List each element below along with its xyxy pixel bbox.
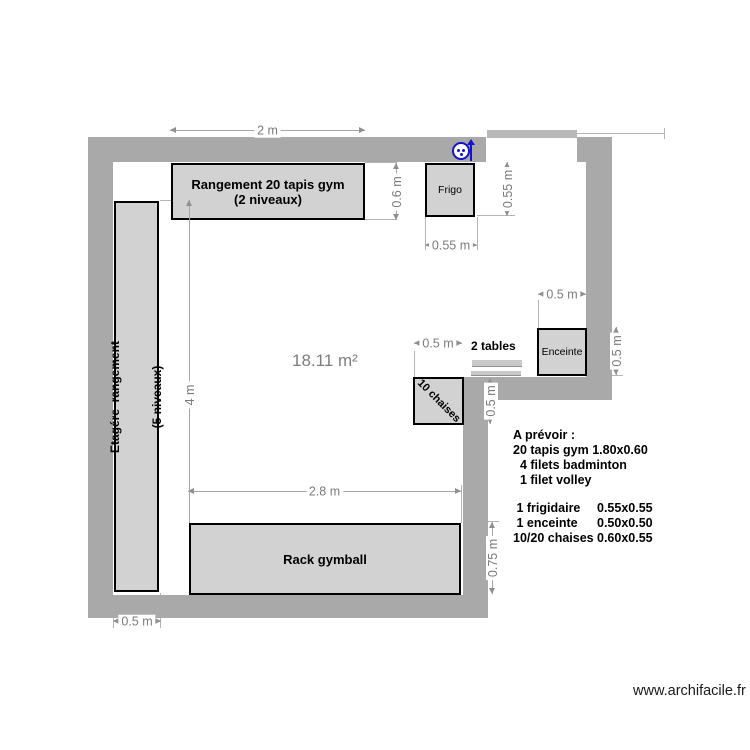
notes-block[interactable] — [513, 428, 653, 546]
speaker-box[interactable] — [537, 328, 587, 376]
notes-title: A prévoir : — [513, 428, 576, 442]
wall-right[interactable] — [586, 162, 612, 400]
ext-line — [461, 485, 462, 523]
chairs-box[interactable] — [413, 377, 464, 425]
wall-top[interactable] — [88, 137, 486, 162]
rack-gymball-label: Rack gymball — [283, 551, 367, 567]
fridge-label: Frigo — [438, 184, 462, 196]
dim-enceinte-width: 0.5 m — [538, 289, 586, 301]
fridge-box[interactable] — [425, 163, 475, 217]
wall-extension-line — [577, 133, 665, 134]
dim-frigo-side: 0.55 m — [502, 162, 514, 216]
speaker-label: Enceinte — [541, 346, 583, 358]
dim-notch-depth: 0.5 m — [485, 378, 497, 424]
shelving-sublabel: (5 niveaux) — [150, 365, 165, 428]
notes-equipment-row: 10/20 chaises 0.60x0.55 — [513, 531, 653, 545]
shelving-label: Etagére rangement — [108, 340, 123, 453]
wall-top-right-corner[interactable] — [577, 137, 612, 162]
storage-mats-label: Rangement 20 tapis gym — [191, 176, 345, 192]
watermark: www.archifacile.fr — [633, 683, 746, 699]
table-2[interactable] — [471, 371, 521, 376]
dim-etagere-width: 0.5 m — [113, 616, 161, 628]
chairs-label: 10 chaises — [414, 377, 463, 425]
storage-mats-box[interactable] — [171, 163, 365, 220]
dim-rack-depth: 0.75 m — [487, 522, 499, 594]
room-area-label: 18.11 m² — [292, 351, 358, 370]
storage-mats-sublabel: (2 niveaux) — [234, 191, 302, 207]
notes-line: 1 filet volley — [513, 473, 592, 487]
dim-rack-width: 2.8 m — [188, 486, 461, 498]
shelving-box[interactable] — [108, 201, 165, 592]
dim-chaises-width: 0.5 m — [414, 338, 462, 350]
dim-frigo-width: 0.55 m — [425, 240, 477, 252]
dim-rangement-depth: 0.6 m — [391, 163, 403, 220]
notes-equipment-row: 1 enceinte 0.50x0.50 — [513, 516, 653, 530]
ext-line — [414, 351, 415, 377]
door-opening-header[interactable] — [487, 130, 577, 138]
notes-line: 20 tapis gym 1.80x0.60 — [513, 443, 648, 457]
dim-room-height: 4 m — [184, 200, 196, 590]
ext-line — [538, 300, 539, 328]
notes-line: 4 filets badminton — [513, 458, 627, 472]
notes-equipment-row: 1 frigidaire 0.55x0.55 — [513, 501, 653, 515]
dim-enceinte-depth: 0.5 m — [611, 327, 623, 375]
rack-gymball-box[interactable] — [189, 523, 461, 595]
table-1[interactable] — [472, 360, 522, 367]
outlet-direction-arrow-head — [467, 139, 475, 145]
wall-extension-tick — [664, 128, 665, 139]
ext-line — [477, 217, 478, 250]
outlet-direction-arrow — [470, 144, 472, 161]
dim-top-width: 2 m — [170, 125, 365, 137]
tables-label: 2 tables — [471, 339, 516, 353]
